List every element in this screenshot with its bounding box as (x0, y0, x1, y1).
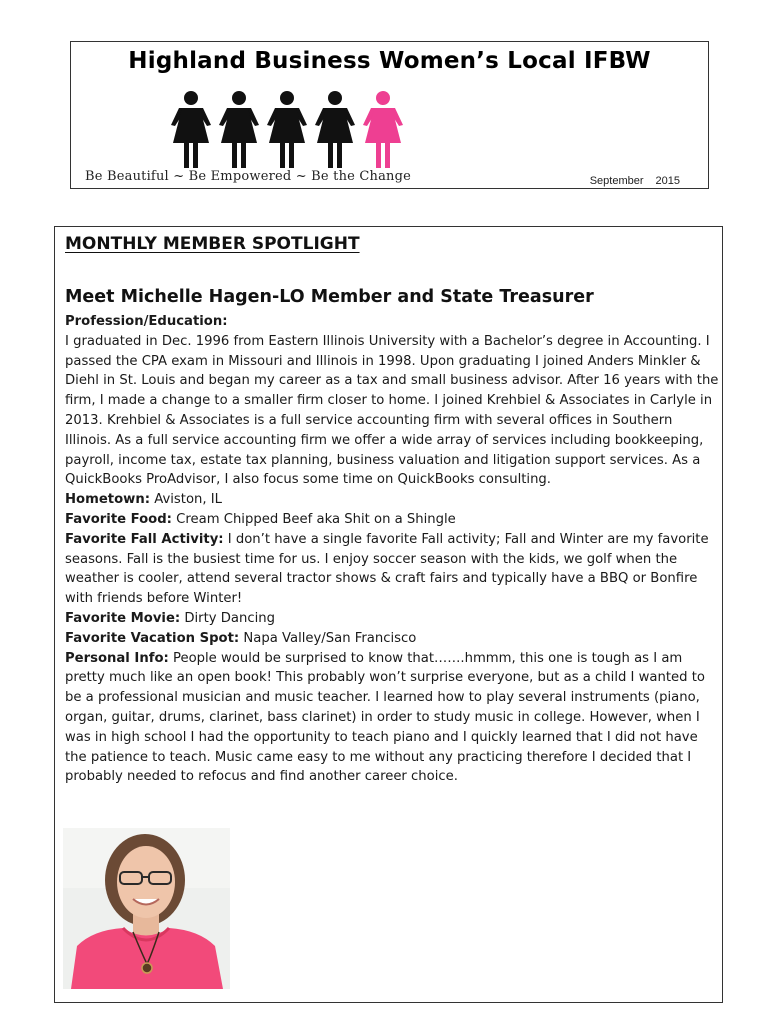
hometown-line (65, 490, 720, 510)
woman-figure-icon (363, 91, 403, 168)
personal-info-label: Personal Info: (65, 650, 169, 666)
vacation-label: Favorite Vacation Spot: (65, 630, 240, 646)
woman-figure-icon (315, 91, 355, 168)
newsletter-title: Highland Business Women’s Local IFBW (128, 48, 651, 74)
personal-info-text: People would be surprised to know that…….hmmm, this one is tough as I am pretty much like an open book! This probably won’t surprise everyone, but as a child I wanted to be a professional musician and music teacher. I learned how to play several instruments (piano, organ, guitar, drums, clarinet, bass clarinet) in order to study music in college. However, when I was in high school I had the opportunity to teach piano and I quickly learned that I did not have the patience to teach. Music came easy to me without any practicing therefore I decided that I probably needed to refocus and find another career choice. (65, 650, 705, 785)
movie-label: Favorite Movie: (65, 610, 181, 626)
member-profile (65, 312, 720, 787)
newsletter-header (70, 41, 709, 189)
profession-block (65, 312, 720, 490)
member-heading: Meet Michelle Hagen-LO Member and State Treasurer (65, 287, 594, 307)
hometown-text: Aviston, IL (150, 492, 222, 508)
vacation-line (65, 629, 720, 649)
woman-figure-icon (219, 91, 259, 168)
issue-date (590, 175, 680, 187)
hometown-label: Hometown: (65, 492, 150, 508)
food-text: Cream Chipped Beef aka Shit on a Shingle (171, 511, 456, 527)
issue-year: 2015 (655, 175, 680, 187)
member-spotlight-section (54, 226, 723, 1003)
personal-info-block (65, 649, 720, 788)
food-label: Favorite Food: (65, 511, 172, 527)
woman-figure-icon (267, 91, 307, 168)
vacation-text: Napa Valley/San Francisco (239, 630, 417, 646)
fall-activity-text: I don’t have a single favorite Fall activity; Fall and Winter are my favorite seasons. Fall is the busiest time for us. I enjoy soccer season with the kids, we golf when the weather is cooler, attend several tractor shows & craft fairs and typically have a BBQ or Bonfire with friends before Winter! (65, 531, 709, 607)
food-line (65, 510, 720, 530)
fall-activity-block (65, 530, 720, 609)
women-figures-logo (167, 91, 412, 169)
woman-figure-icon (171, 91, 211, 168)
movie-line (65, 609, 720, 629)
fall-activity-label: Favorite Fall Activity: (65, 531, 224, 547)
profession-text: I graduated in Dec. 1996 from Eastern Illinois University with a Bachelor’s degree in Accounting. I passed the CPA exam in Missouri and Illinois in 1998. Upon graduating I joined Anders Minkler & Diehl in St. Louis and began my career as a tax and small business advisor. After 16 years with the firm, I made a change to a smaller firm closer to home. I joined Krehbiel & Associates in Carlyle in 2013. Krehbiel & Associates is a full service accounting firm with several offices in Southern Illinois. As a full service accounting firm we offer a wide array of services including bookkeeping, payroll, income tax, estate tax planning, business valuation and litigation support services. As a QuickBooks ProAdvisor, I also focus some time on QuickBooks consulting. (65, 333, 719, 488)
profession-label: Profession/Education: (65, 314, 228, 329)
section-title: MONTHLY MEMBER SPOTLIGHT (65, 234, 360, 254)
newsletter-tagline: Be Beautiful ~ Be Empowered ~ Be the Change (85, 169, 412, 184)
movie-text: Dirty Dancing (180, 610, 276, 626)
issue-month: September (589, 175, 644, 187)
member-photo (63, 828, 230, 989)
